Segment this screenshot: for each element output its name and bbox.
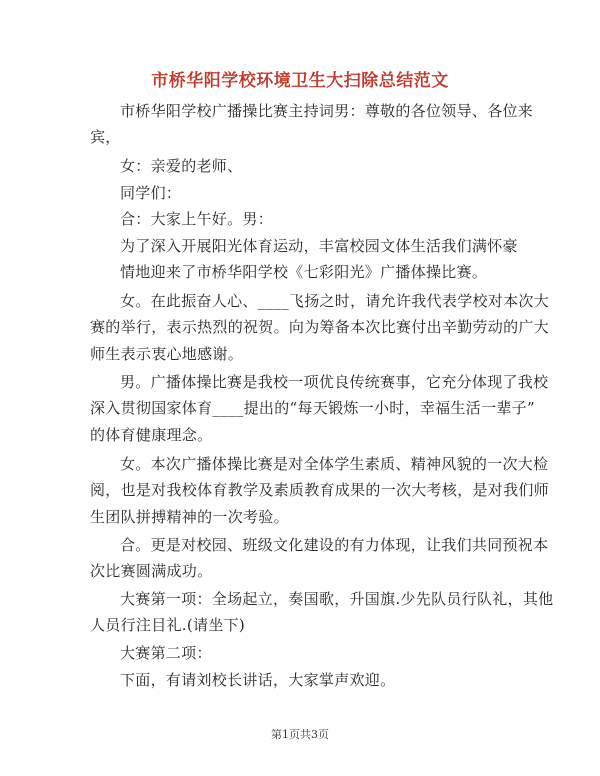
- paragraph-line: 人员行注目礼.(请坐下): [90, 616, 246, 634]
- paragraph-line: 为了深入开展阳光体育运动，丰富校园文体生活我们满怀豪: [120, 237, 518, 255]
- paragraph-line: 大赛第一项：全场起立，奏国歌，升国旗.少先队员行队礼，其他: [120, 590, 554, 608]
- paragraph-line: 阅，也是对我校体育教学及素质教育成果的一次大考核，是对我们师: [90, 481, 550, 499]
- paragraph-line: 同学们：: [120, 184, 182, 202]
- paragraph-line: 生团队拼搏精神的一次考验。: [90, 508, 289, 526]
- paragraph-line: 深入贯彻国家体育____提出的“每天锻炼一小时，幸福生活一辈子”: [90, 399, 535, 417]
- page-number-footer: 第1页共3页: [271, 728, 329, 741]
- paragraph-line: 合。更是对校园、班级文化建设的有力体现，让我们共同预祝本: [120, 536, 549, 554]
- paragraph-line: 市桥华阳学校广播操比赛主持词男：尊敬的各位领导、各位来: [120, 102, 534, 120]
- document-title: 市桥华阳学校环境卫生大扫除总结范文: [151, 71, 449, 91]
- paragraph-line: 合：大家上午好。男：: [120, 210, 274, 228]
- paragraph-line: 师生表示衷心地感谢。: [90, 345, 244, 363]
- paragraph-line: 大赛第二项：: [120, 644, 212, 662]
- paragraph-line: 次比赛圆满成功。: [90, 562, 213, 580]
- paragraph-line: 女。在此振奋人心、____飞扬之时，请允许我代表学校对本次大: [120, 292, 550, 310]
- paragraph-line: 宾，: [90, 128, 121, 146]
- paragraph-line: 的体育健康理念。: [90, 426, 213, 444]
- paragraph-line: 下面，有请刘校长讲话，大家掌声欢迎。: [120, 671, 396, 689]
- paragraph-line: 女：亲爱的老师、: [120, 157, 243, 175]
- paragraph-line: 情地迎来了市桥华阳学校《七彩阳光》广播体操比赛。: [120, 263, 488, 281]
- paragraph-line: 赛的举行，表示热烈的祝贺。向为筹备本次比赛付出辛勤劳动的广大: [90, 318, 550, 336]
- paragraph-line: 女。本次广播体操比赛是对全体学生素质、精神风貌的一次大检: [120, 455, 549, 473]
- paragraph-line: 男。广播体操比赛是我校一项优良传统赛事，它充分体现了我校: [120, 373, 549, 391]
